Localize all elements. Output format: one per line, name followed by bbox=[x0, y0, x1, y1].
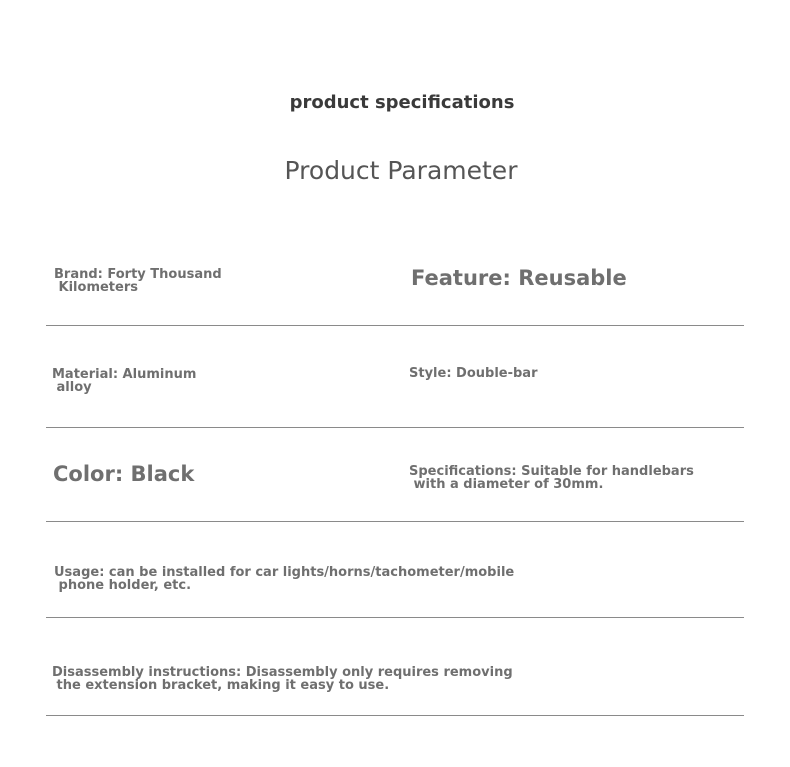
section-title: product specifications bbox=[289, 92, 515, 113]
spec-feature: Feature: Reusable bbox=[411, 266, 627, 290]
divider bbox=[46, 427, 744, 428]
spec-brand: Brand: Forty Thousand Kilometers bbox=[54, 267, 222, 295]
spec-color: Color: Black bbox=[53, 462, 195, 486]
spec-material: Material: Aluminum alloy bbox=[52, 367, 197, 395]
page-subtitle: Product Parameter bbox=[284, 156, 518, 185]
divider bbox=[46, 325, 744, 326]
divider bbox=[46, 617, 744, 618]
divider bbox=[46, 715, 744, 716]
spec-disassembly: Disassembly instructions: Disassembly only requires removing the extension bracket, making it easy to use. bbox=[52, 665, 513, 693]
spec-usage: Usage: can be installed for car lights/horns/tachometer/mobile phone holder, etc. bbox=[54, 565, 515, 593]
spec-specifications: Specifications: Suitable for handlebars with a diameter of 30mm. bbox=[409, 464, 694, 492]
spec-style: Style: Double-bar bbox=[409, 366, 538, 381]
divider bbox=[46, 521, 744, 522]
